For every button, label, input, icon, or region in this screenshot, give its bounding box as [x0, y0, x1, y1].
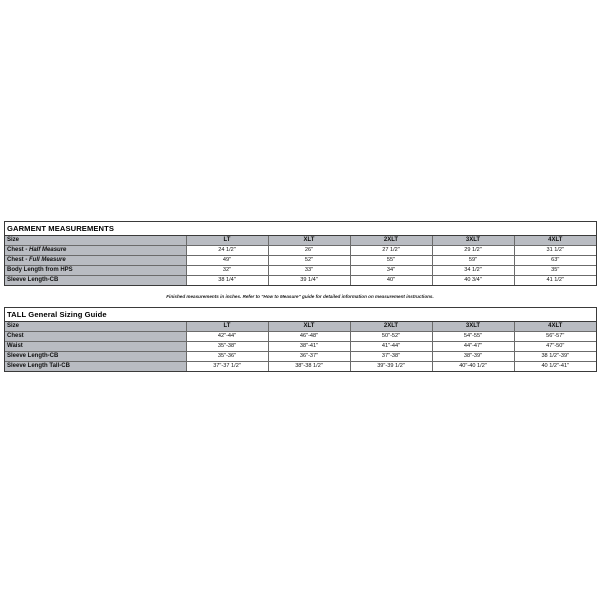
- row-label-emphasis: Half Measure: [29, 247, 67, 253]
- size-header-4xlt: 4XLT: [514, 322, 596, 332]
- table-cell: 38 1/2"-39": [514, 352, 596, 362]
- table-cell: 36"-37": [268, 352, 350, 362]
- table-cell: 50"-52": [350, 332, 432, 342]
- garment-grid: [5, 236, 596, 285]
- size-header-3xlt: 3XLT: [432, 322, 514, 332]
- tall-table-title: TALL General Sizing Guide: [5, 308, 596, 322]
- row-label-sleeve-length: Sleeve Length-CB: [5, 352, 186, 362]
- size-header-label: Size: [5, 236, 186, 246]
- table-cell: 41"-44": [350, 342, 432, 352]
- size-header-lt: LT: [186, 322, 268, 332]
- table-row: [5, 342, 596, 352]
- table-cell: 40"-40 1/2": [432, 362, 514, 372]
- table-cell: 33": [268, 266, 350, 276]
- size-header-3xlt: 3XLT: [432, 236, 514, 246]
- garment-header-row: [5, 236, 596, 246]
- row-label-text: Chest -: [7, 257, 30, 263]
- table-cell: 59": [432, 256, 514, 266]
- table-cell: 37"-37 1/2": [186, 362, 268, 372]
- table-cell: 40 1/2"-41": [514, 362, 596, 372]
- table-cell: 37"-38": [350, 352, 432, 362]
- table-cell: 27 1/2": [350, 246, 432, 256]
- table-cell: 32": [186, 266, 268, 276]
- table-cell: 39 1/4": [268, 276, 350, 286]
- size-header-lt: LT: [186, 236, 268, 246]
- table-cell: 39"-39 1/2": [350, 362, 432, 372]
- table-row: [5, 352, 596, 362]
- table-cell: 38"-39": [432, 352, 514, 362]
- row-label-chest-half: [5, 246, 186, 256]
- table-cell: 40": [350, 276, 432, 286]
- table-row: [5, 362, 596, 372]
- row-label-chest: Chest: [5, 332, 186, 342]
- table-cell: 35": [514, 266, 596, 276]
- table-row: [5, 256, 596, 266]
- measurement-footnote: Finished measurements in inches. Refer to "How to Measure" guide for detailed information on measurement instructions.: [166, 294, 434, 299]
- row-label-sleeve-length: Sleeve Length-CB: [5, 276, 186, 286]
- table-cell: 35"-38": [186, 342, 268, 352]
- table-cell: 44"-47": [432, 342, 514, 352]
- table-cell: 54"-55": [432, 332, 514, 342]
- size-header-xlt: XLT: [268, 236, 350, 246]
- table-cell: 24 1/2": [186, 246, 268, 256]
- table-cell: 63": [514, 256, 596, 266]
- table-cell: 46"-48": [268, 332, 350, 342]
- table-cell: 26": [268, 246, 350, 256]
- table-cell: 38"-41": [268, 342, 350, 352]
- size-header-4xlt: 4XLT: [514, 236, 596, 246]
- table-row: [5, 276, 596, 286]
- table-cell: 38"-38 1/2": [268, 362, 350, 372]
- row-label-chest-full: [5, 256, 186, 266]
- row-label-sleeve-length-tall: Sleeve Length Tall-CB: [5, 362, 186, 372]
- table-cell: 49": [186, 256, 268, 266]
- tall-sizing-guide-table: [4, 307, 597, 372]
- size-header-2xlt: 2XLT: [350, 322, 432, 332]
- table-cell: 47"-50": [514, 342, 596, 352]
- table-row: [5, 332, 596, 342]
- size-header-xlt: XLT: [268, 322, 350, 332]
- tall-header-row: [5, 322, 596, 332]
- row-label-body-length: Body Length from HPS: [5, 266, 186, 276]
- row-label-text: Chest -: [7, 247, 30, 253]
- table-cell: 34": [350, 266, 432, 276]
- row-label-waist: Waist: [5, 342, 186, 352]
- row-label-emphasis: Full Measure: [29, 257, 66, 263]
- table-cell: 40 3/4": [432, 276, 514, 286]
- table-cell: 52": [268, 256, 350, 266]
- table-cell: 41 1/2": [514, 276, 596, 286]
- tall-grid: [5, 322, 596, 371]
- table-row: [5, 246, 596, 256]
- size-header-label: Size: [5, 322, 186, 332]
- table-cell: 31 1/2": [514, 246, 596, 256]
- table-cell: 56"-57": [514, 332, 596, 342]
- table-row: [5, 266, 596, 276]
- table-cell: 55": [350, 256, 432, 266]
- table-cell: 38 1/4": [186, 276, 268, 286]
- size-header-2xlt: 2XLT: [350, 236, 432, 246]
- garment-table-title: GARMENT MEASUREMENTS: [5, 222, 596, 236]
- table-cell: 34 1/2": [432, 266, 514, 276]
- table-cell: 29 1/2": [432, 246, 514, 256]
- table-cell: 42"-44": [186, 332, 268, 342]
- table-cell: 35"-36": [186, 352, 268, 362]
- garment-measurements-table: [4, 221, 597, 286]
